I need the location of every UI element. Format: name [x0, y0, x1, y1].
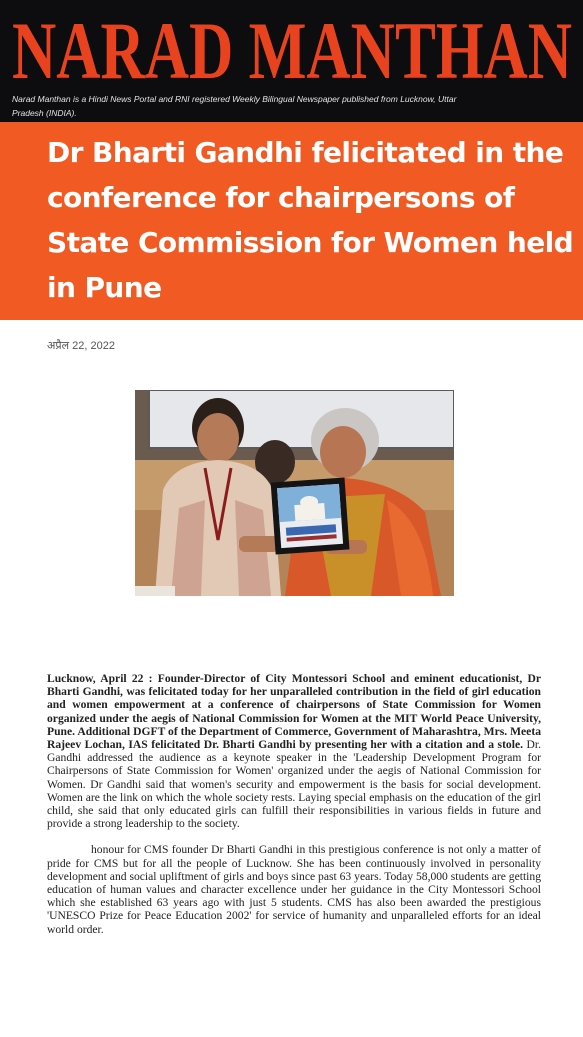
article-paragraph: honour for CMS founder Dr Bharti Gandhi in this prestigious conference is not only a matter of pride for CMS but for all the people of Lucknow. She has been continuously involved in personality development and social upliftment of girls and boys since past 63 years. Today 58,000 students are getting education of human values and character excellence under her guidance in the City Montessori School which she established 63 years ago with just 5 students. CMS has also been awarded the prestigious 'UNESCO Prize for Peace Education 2002' for service of humanity and unparalleled efforts for an ideal world order. [47, 843, 541, 936]
article-lead: Lucknow, April 22 : Founder-Director of City Montessori School and eminent educationist, Dr Bharti Gandhi, was felicitated today for her unparalleled contribution in the field of girl education and women empowerment at a conference of chairpersons of State Commission for Women organized under the aegis of National Commission for Women at the MIT World Peace University, Pune. Additional DGFT of the Department of Commerce, Government of Maharashtra, Mrs. Meeta Rajeev Lochan, IAS felicitated Dr. Bharti Gandhi by presenting her with a citation and a stole. [47, 672, 541, 752]
site-tagline: Narad Manthan is a Hindi News Portal and RNI registered Weekly Bilingual Newspaper published from Lucknow, Uttar Pradesh (INDIA). [12, 94, 457, 118]
article-paragraph-rest: Dr. Gandhi addressed the audience as a keynote speaker in the 'Leadership Development Program for Chairpersons of State Commission for Women' organized under the aegis of National Commission for Women. Dr Gandhi said that women's security and empowerment is the basis for social development. Women are the link on which the whole society rests. Laying special emphasis on the education of the girl child, she said that only educated girls can fulfill their responsibilities in various fields in future and provide a strong leadership to the society. [47, 738, 542, 831]
article-photo[interactable] [135, 390, 454, 596]
felicitation-photo-icon [135, 390, 454, 596]
masthead [0, 0, 583, 122]
post-date: अप्रैल 22, 2022 [47, 340, 115, 352]
site-logo[interactable] [6, 6, 578, 88]
article-paragraph [47, 672, 541, 830]
article-headline: Dr Bharti Gandhi felicitated in the conference for chairpersons of State Commission for Women held in Pune [47, 136, 574, 304]
logo-wordmark: NARAD MANTHAN [12, 6, 572, 88]
article-body [47, 672, 541, 936]
